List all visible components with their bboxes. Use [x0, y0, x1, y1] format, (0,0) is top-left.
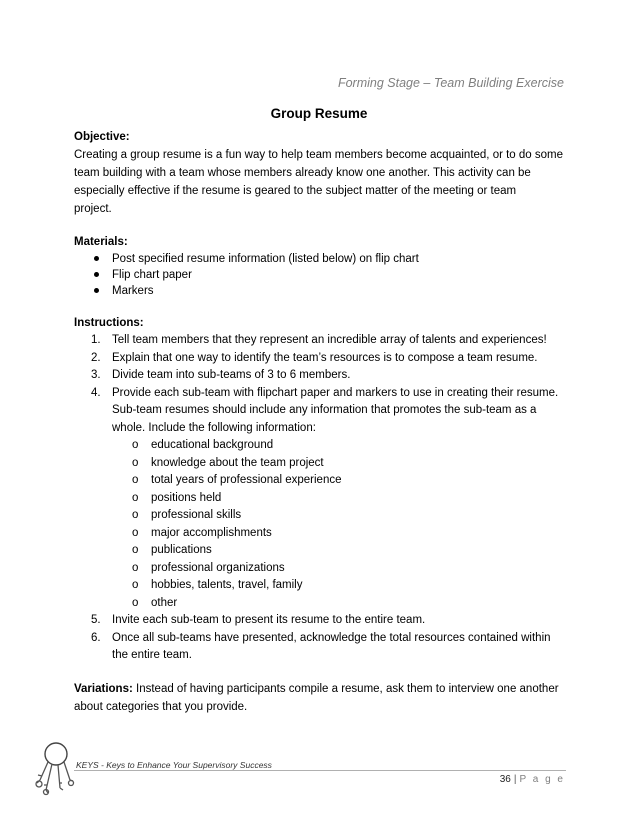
list-item [91, 630, 570, 665]
step-number: 6. [91, 631, 101, 644]
step-number: 5. [91, 614, 101, 626]
step-text: Provide each sub-team with flipchart paper and markers to use in creating their resume. [112, 386, 559, 399]
step-text: the entire team. [112, 649, 192, 661]
step-text: Sub-team resumes should include any information that promotes the sub-team as a [112, 404, 537, 416]
list-item [91, 385, 570, 613]
variations-section [74, 680, 570, 716]
step-text: Once all sub-teams have presented, acknowledge the total resources contained within [112, 631, 551, 644]
list-item: o total years of professional experience [132, 474, 342, 486]
resume-info-list [112, 437, 570, 612]
list-item: o educational background [132, 439, 274, 451]
list-item: o professional skills [132, 509, 242, 521]
list-item: Markers [92, 283, 570, 299]
variations-heading: Variations: [74, 682, 133, 695]
step-text: whole. Include the following information: [112, 421, 316, 434]
instructions-list [74, 332, 570, 665]
list-item: o positions held [132, 491, 222, 504]
objective-section [74, 128, 570, 218]
materials-heading: Materials: [74, 236, 128, 248]
footer-divider [74, 770, 566, 771]
page-title: Group Resume [270, 106, 368, 121]
list-item: Flip chart paper [92, 267, 570, 283]
page-number: 36 | P a g e [499, 774, 565, 785]
objective-line: Creating a group resume is a fun way to help team members become acquainted, or to do some [74, 149, 564, 161]
list-item: o other [132, 596, 178, 609]
footer-text: KEYS - Keys to Enhance Your Supervisory Success [76, 760, 272, 770]
list-item: o hobbies, talents, travel, family [132, 579, 303, 591]
instructions-heading: Instructions: [74, 317, 144, 329]
step-text: Tell team members that they represent an incredible array of talents and experiences! [112, 334, 547, 346]
step-number: 3. [91, 369, 101, 381]
objective-heading: Objective: [74, 131, 130, 143]
step-text: Invite each sub-team to present its resume to the entire team. [112, 614, 426, 626]
document-body [74, 128, 570, 716]
list-item [91, 350, 570, 368]
step-number: 1. [91, 334, 101, 346]
list-item [91, 332, 570, 350]
variations-line: about categories that you provide. [74, 700, 248, 713]
materials-list [74, 251, 570, 299]
step-text: Explain that one way to identify the team’s resources is to compose a team resume. [112, 351, 538, 364]
materials-section [74, 233, 570, 299]
list-item: o publications [132, 544, 212, 556]
list-item: o knowledge about the team project [132, 456, 324, 469]
list-item: o major accomplishments [132, 526, 272, 539]
list-item: Post specified resume information (listed below) on flip chart [92, 251, 570, 267]
instructions-section [74, 314, 570, 665]
running-header: Forming Stage – Team Building Exercise [337, 76, 564, 90]
step-number: 4. [91, 386, 101, 399]
step-number: 2. [91, 351, 101, 364]
objective-line: project. [74, 203, 112, 215]
list-item: o professional organizations [132, 561, 285, 574]
keys-icon [30, 740, 78, 798]
objective-line: especially effective if the resume is geared to the subject matter of the meeting or team [74, 185, 517, 197]
objective-line: team building with a team whose members already know one another. This activity can be [74, 167, 531, 179]
step-text: Divide team into sub-teams of 3 to 6 members. [112, 369, 351, 381]
variations-line: Variations: Instead of having participants compile a resume, ask them to interview one another [74, 682, 559, 695]
list-item [91, 367, 570, 385]
list-item [91, 612, 570, 630]
